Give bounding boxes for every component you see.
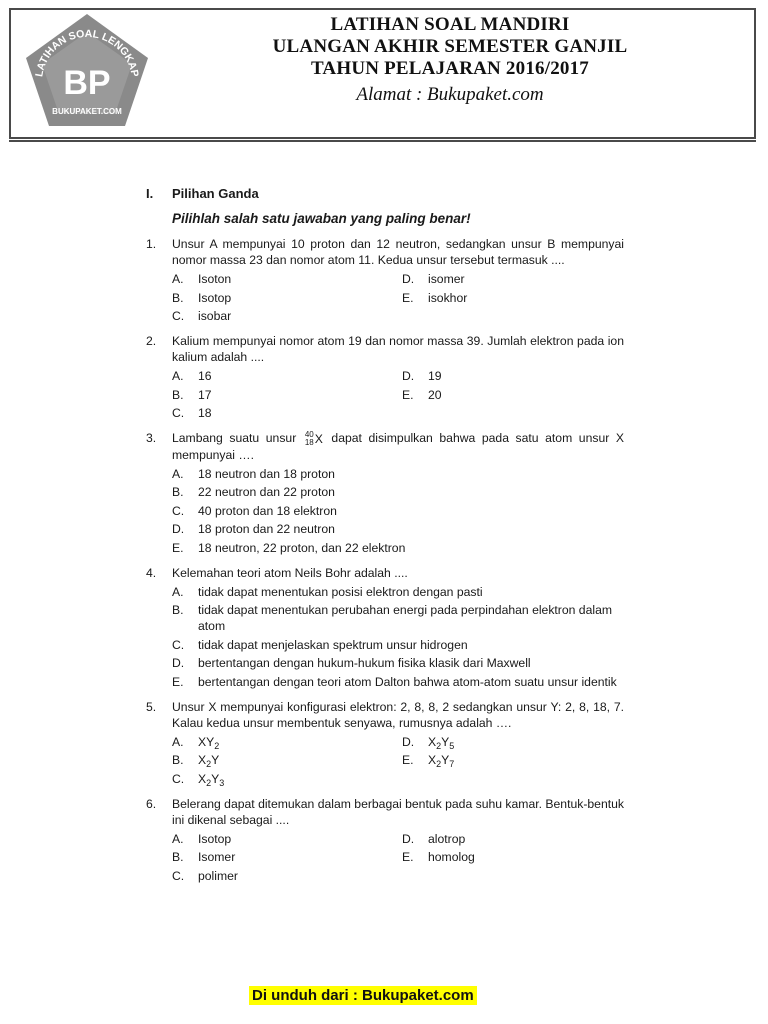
option: B. Isotop — [172, 290, 232, 305]
option: A. Isoton — [172, 272, 232, 286]
option: D. $X_2Y_5$ — [402, 734, 455, 751]
option: B. 22 neutron dan 22 proton — [172, 485, 335, 500]
question-1-options — [172, 271, 624, 324]
section-heading — [146, 186, 624, 202]
option: C. 40 proton dan 18 elektron — [172, 503, 337, 518]
option: D. 18 proton dan 22 neutron — [172, 522, 335, 537]
option: C. 18 — [172, 406, 212, 420]
question-4 — [146, 565, 624, 581]
question-content — [146, 186, 624, 884]
option: C. isobar — [172, 309, 232, 323]
nuclide-symbol — [305, 431, 323, 447]
element-symbol: X — [314, 431, 323, 446]
option: D. isomer — [402, 272, 465, 286]
option: D. alotrop — [402, 831, 466, 846]
title-line-3: TAHUN PELAJARAN 2016/2017 — [310, 58, 590, 79]
question-text: Unsur X mempunyai konfigurasi elektron: 2, 8, 8, 2 sedangkan unsur Y: 2, 8, 18, 7. Kalau kedua unsur membentuk senyawa, rumusnya adalah …. — [172, 699, 624, 730]
question-number: 1. — [146, 237, 157, 251]
question-number: 2. — [146, 334, 157, 348]
section-instruction: Pilihlah salah satu jawaban yang paling benar! — [172, 211, 471, 226]
logo-ring-text: LATIHAN SOAL LENGKAP — [33, 27, 141, 78]
question-text: Kalium mempunyai nomor atom 19 dan nomor massa 39. Jumlah elektron pada ion kalium adalah .... — [172, 334, 624, 364]
mass-number: 40 — [304, 429, 314, 439]
option: B. $X_2Y$ — [172, 753, 220, 770]
option: A. $XY_2$ — [172, 734, 220, 751]
question-text: Unsur A mempunyai 10 proton dan 12 neutron, sedangkan unsur B mempunyai nomor massa 23 dan nomor atom 11. Kedua unsur tersebut termasuk .... — [172, 237, 624, 267]
bp-logo — [22, 10, 152, 128]
question-4-options — [172, 584, 624, 690]
option: D. bertentangan dengan hukum-hukum fisika klasik dari Maxwell — [172, 656, 531, 671]
question-3-options — [172, 466, 624, 556]
title-line-2: ULANGAN AKHIR SEMESTER GANJIL — [272, 36, 628, 57]
section-title: Pilihan Ganda — [172, 186, 259, 201]
option: E. 20 — [402, 387, 442, 402]
option: C. polimer — [172, 868, 238, 883]
option: C. tidak dapat menjelaskan spektrum unsur hidrogen — [172, 637, 468, 652]
question-2-options — [172, 368, 624, 421]
logo-initials: BP — [63, 64, 111, 102]
download-source-banner: Di unduh dari : Bukupaket.com — [249, 986, 477, 1005]
question-5 — [146, 699, 624, 731]
document-title — [160, 14, 740, 106]
question-6-options — [172, 831, 624, 884]
question-2 — [146, 333, 624, 365]
question-1 — [146, 236, 624, 268]
option: B. Isomer — [172, 850, 236, 865]
question-5-options — [172, 734, 624, 787]
title-line-1: LATIHAN SOAL MANDIRI — [330, 14, 570, 35]
question-text: Kelemahan teori atom Neils Bohr adalah .... — [172, 565, 408, 580]
option: A. tidak dapat menentukan posisi elektron dengan pasti — [172, 584, 483, 599]
option: E. $X_2Y_7$ — [402, 753, 455, 770]
question-number: 3. — [146, 431, 157, 445]
question-3 — [146, 430, 624, 463]
option: E. 18 neutron, 22 proton, dan 22 elektron — [172, 540, 406, 555]
atomic-number: 18 — [304, 437, 314, 447]
logo-site: BUKUPAKET.COM — [52, 107, 122, 116]
option: A. 18 neutron dan 18 proton — [172, 466, 335, 481]
section-number: I. — [146, 186, 154, 201]
option: C. $X_2Y_3$ — [172, 771, 225, 788]
option: A. Isotop — [172, 831, 232, 846]
option: B. tidak dapat menentukan perubahan energi pada perpindahan elektron dalam atom — [172, 603, 613, 634]
option: A. 16 — [172, 369, 212, 383]
option: D. 19 — [402, 369, 442, 383]
question-text: Lambang suatu unsur 40 18 X dapat disimpulkan bahwa pada satu atom unsur X mempunyai …. — [172, 429, 624, 462]
option: E. homolog — [402, 850, 475, 865]
question-text: Belerang dapat ditemukan dalam berbagai bentuk pada suhu kamar. Bentuk-bentuk ini dikenal sebagai .... — [172, 796, 624, 827]
question-number: 6. — [146, 796, 157, 811]
header-divider — [9, 140, 756, 142]
question-number: 5. — [146, 699, 157, 714]
option: B. 17 — [172, 387, 212, 402]
question-6 — [146, 796, 624, 828]
address-line: Alamat : Bukupaket.com — [356, 84, 544, 105]
question-number: 4. — [146, 565, 157, 580]
option: E. isokhor — [402, 290, 468, 305]
option: E. bertentangan dengan teori atom Dalton bahwa atom-atom suatu unsur identik — [172, 674, 617, 689]
